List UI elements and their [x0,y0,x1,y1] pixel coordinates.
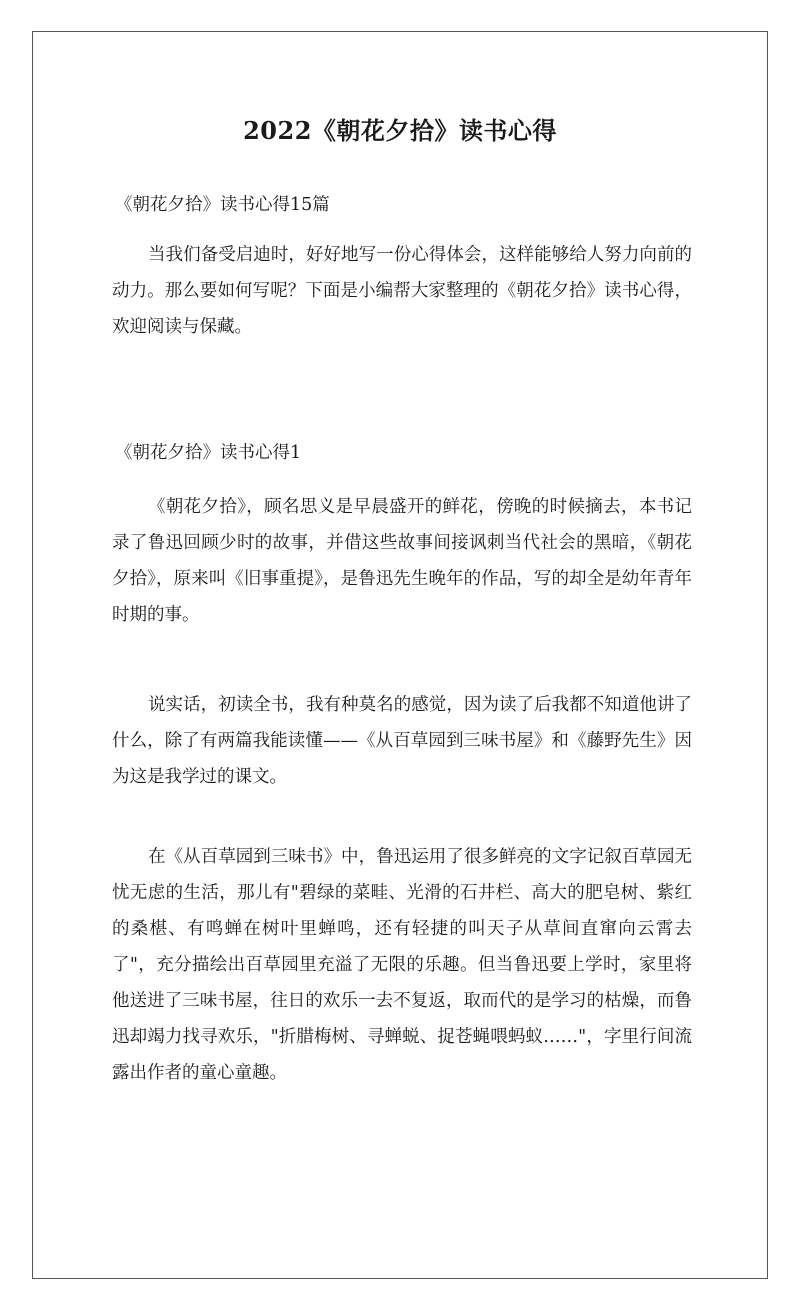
document-subtitle: 《朝花夕拾》读书心得15篇 [115,195,330,215]
page-border [32,31,768,1279]
body-paragraph: 《朝花夕拾》，顾名思义是早晨盛开的鲜花，傍晚的时候摘去，本书记录了鲁迅回顾少时的故事，并借这些故事间接讽刺当代社会的黑暗，《朝花夕拾》，原来叫《旧事重提》，是鲁迅先生晚年的作品，写的却全是幼年青年时期的事。 [112,497,692,625]
body-paragraph: 在《从百草园到三味书》中，鲁迅运用了很多鲜亮的文字记叙百草园无忧无虑的生活，那儿有"碧绿的菜畦、光滑的石井栏、高大的肥皂树、紫红的桑椹、有鸣蝉在树叶里蝉鸣，还有轻捷的叫天子从草间直窜向云霄去了"，充分描绘出百草园里充溢了无限的乐趣。但当鲁迅要上学时，家里将他送进了三味书屋，往日的欢乐一去不复返，取而代的是学习的枯燥，而鲁迅却竭力找寻欢乐，"折腊梅树、寻蝉蜕、捉苍蝇喂蚂蚁……"，字里行间流露出作者的童心童趣。 [112,847,692,1083]
body-paragraph: 说实话，初读全书，我有种莫名的感觉，因为读了后我都不知道他讲了什么，除了有两篇我能读懂——《从百草园到三味书屋》和《藤野先生》因为这是我学过的课文。 [112,695,692,787]
document-title: 2022《朝花夕拾》读书心得 [243,116,557,145]
intro-paragraph: 当我们备受启迪时，好好地写一份心得体会，这样能够给人努力向前的动力。那么要如何写呢？下面是小编帮大家整理的《朝花夕拾》读书心得，欢迎阅读与保藏。 [112,245,692,337]
section-heading: 《朝花夕拾》读书心得1 [115,443,302,463]
